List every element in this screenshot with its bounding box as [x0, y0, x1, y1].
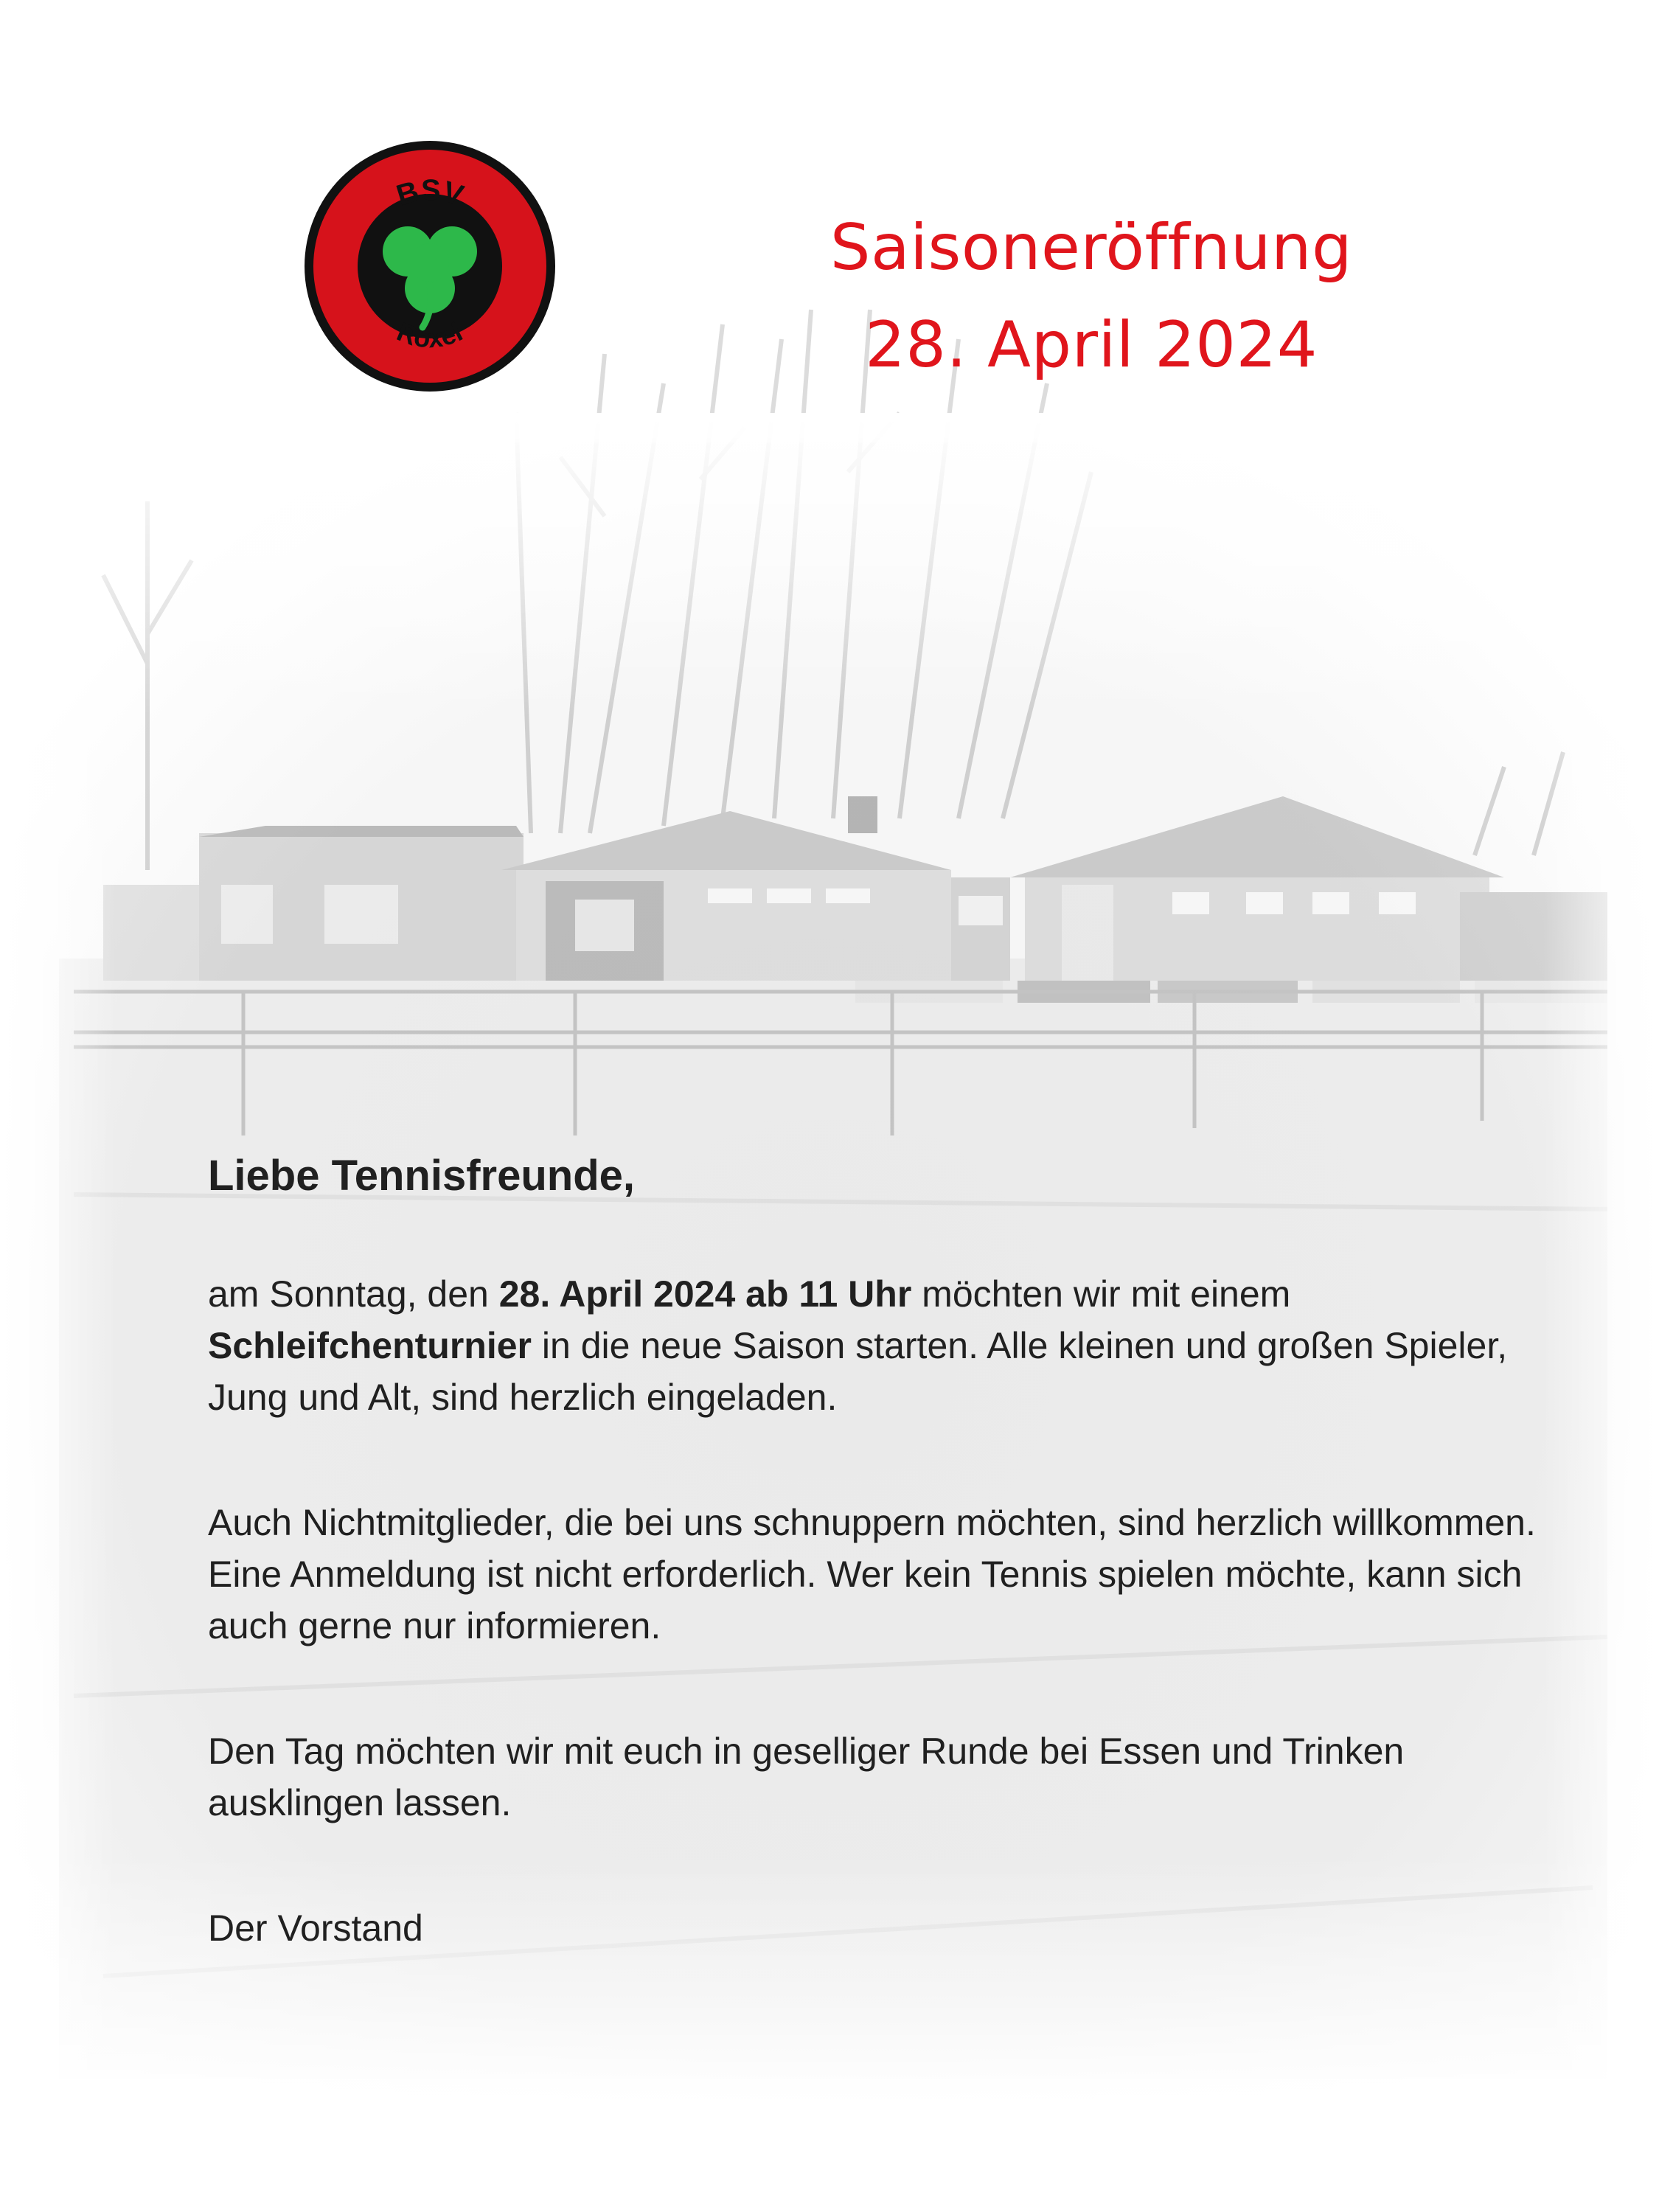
paragraph-guests: Auch Nichtmitglieder, die bei uns schnuppern möchten, sind herzlich willkommen. Eine Anmeldung ist nicht erforderlich. Wer kein Tennis spielen möchte, kann sich auch gerne nur informieren.: [208, 1502, 1536, 1646]
greeting: Liebe Tennisfreunde,: [208, 1152, 636, 1200]
headline-title: Saisoneröffnung: [830, 211, 1353, 285]
logo-top-text: BSV: [392, 173, 467, 212]
paragraph-invitation-text-3: in die neue Saison starten. Alle kleinen und großen Spieler, Jung und Alt, sind herzlich eingeladen.: [208, 1325, 1508, 1418]
headline: [737, 199, 1445, 394]
letter-body: [208, 1150, 1565, 1954]
paragraph-social: Den Tag möchten wir mit euch in geselliger Runde bei Essen und Trinken ausklingen lassen.: [208, 1731, 1405, 1823]
event-date-time: 28. April 2024 ab 11 Uhr: [498, 1273, 912, 1315]
paragraph-invitation-text-1: am Sonntag, den: [208, 1273, 499, 1315]
club-logo: [301, 137, 559, 395]
tournament-name: Schleifchenturnier: [208, 1325, 532, 1366]
paragraph-invitation: [208, 1268, 1565, 1423]
logo-bottom-text: Roxel: [392, 316, 467, 354]
headline-date: 28. April 2024: [865, 308, 1318, 382]
paragraph-invitation-text-2: möchten wir mit einem: [911, 1273, 1291, 1315]
signature: Der Vorstand: [208, 1907, 423, 1949]
